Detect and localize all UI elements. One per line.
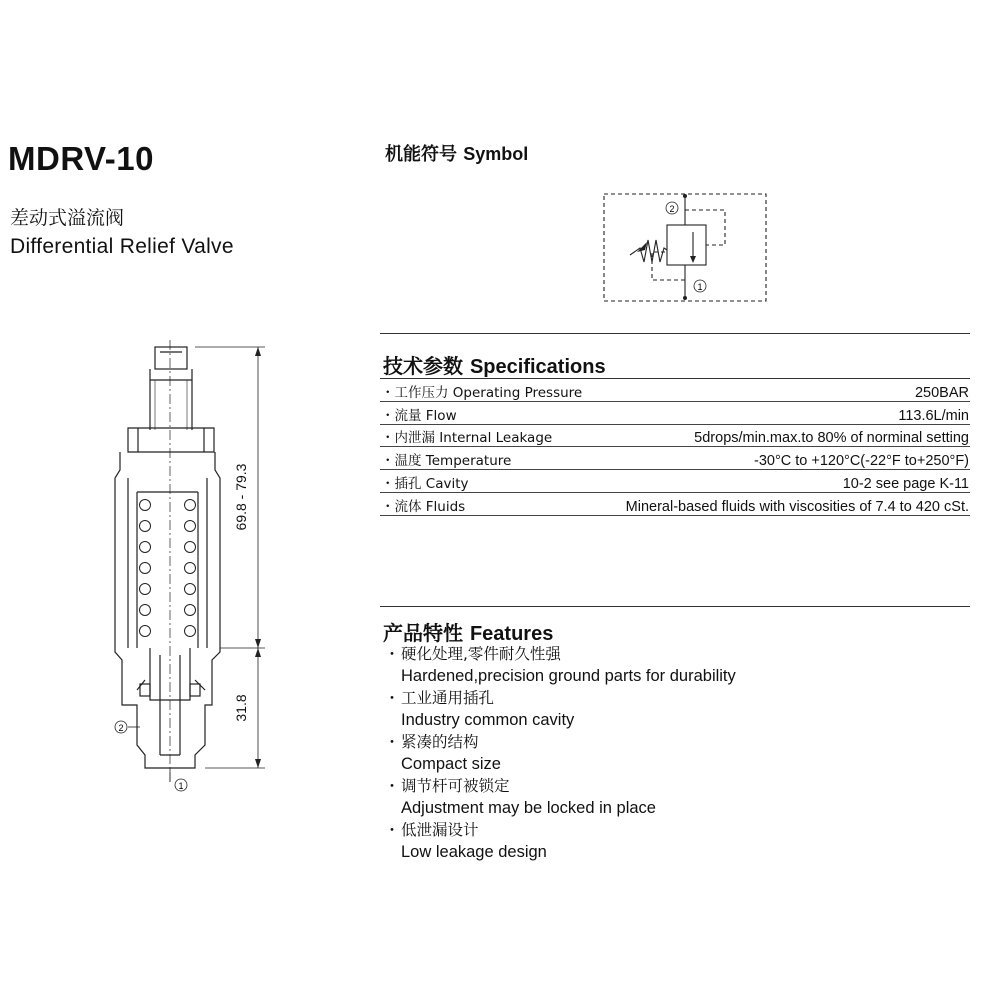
spec-label: ・流体 Fluids [381,498,466,515]
feature-item [383,775,973,819]
spec-label: ・插孔 Cavity [381,475,469,492]
spec-value: Mineral-based fluids with viscosities of 7.4 to 420 cSt. [625,498,969,515]
spec-value: 113.6L/min [898,407,969,424]
spec-row-cavity [380,470,970,493]
feature-cn: 工业通用插孔 [401,689,495,707]
features-list [383,643,973,863]
section-divider [380,333,970,334]
feature-cn: 硬化处理,零件耐久性强 [401,645,561,663]
spec-label: ・工作压力 Operating Pressure [381,384,583,401]
spec-row-temperature [380,447,970,470]
feature-cn: 低泄漏设计 [401,821,479,839]
feature-item [383,731,973,775]
port-2-label: 2 [118,723,124,733]
bullet: ・ [384,733,400,751]
feature-item [383,687,973,731]
feature-en: Hardened,precision ground parts for durability [401,667,736,685]
symbol-title-cn: 机能符号 [385,144,457,165]
spec-value: 250BAR [914,384,969,401]
spec-value: 5drops/min.max.to 80% of norminal setting [694,430,969,447]
specifications-table [380,378,970,516]
spec-row-pressure [380,379,970,402]
symbol-port-1-label: 1 [697,282,703,292]
feature-en: Adjustment may be locked in place [401,799,656,817]
features-title-en: Features [469,623,554,645]
section-divider [380,606,970,607]
spec-label: ・温度 Temperature [381,453,512,470]
features-title-cn: 产品特性 [383,621,463,645]
symbol-title [385,140,528,166]
specifications-title [383,350,606,379]
feature-cn: 紧凑的结构 [401,733,479,751]
spec-label: ・内泄漏 Internal Leakage [381,430,553,447]
product-name-en: Differential Relief Valve [10,235,234,258]
feature-en: Compact size [401,755,501,773]
dimension-lower-label: 31.8 [233,694,249,722]
feature-en: Industry common cavity [401,711,575,729]
symbol-port-2-label: 2 [669,204,675,214]
spec-row-leakage [380,425,970,448]
spec-row-fluids [380,493,970,516]
port-1-label: 1 [178,781,184,791]
spec-row-flow [380,402,970,425]
product-name-cn: 差动式溢流阀 [10,207,125,229]
feature-en: Low leakage design [401,843,547,861]
bullet: ・ [384,689,400,707]
hydraulic-symbol [600,190,770,304]
bullet: ・ [384,645,400,663]
spec-value: 10-2 see page K-11 [842,475,969,492]
product-model: MDRV-10 [8,140,154,177]
bullet: ・ [384,777,400,795]
features-title [383,617,553,646]
specifications-title-en: Specifications [469,356,606,378]
specifications-title-cn: 技术参数 [383,354,463,378]
feature-item [383,819,973,863]
dimension-upper-label: 69.8 - 79.3 [233,463,249,531]
spec-label: ・流量 Flow [381,407,457,424]
feature-item [383,643,973,687]
valve-cross-section-drawing [100,330,290,800]
symbol-title-en: Symbol [463,144,529,164]
bullet: ・ [384,821,400,839]
feature-cn: 调节杆可被锁定 [401,777,510,795]
spec-value: -30°C to +120°C(-22°F to+250°F) [753,453,969,470]
